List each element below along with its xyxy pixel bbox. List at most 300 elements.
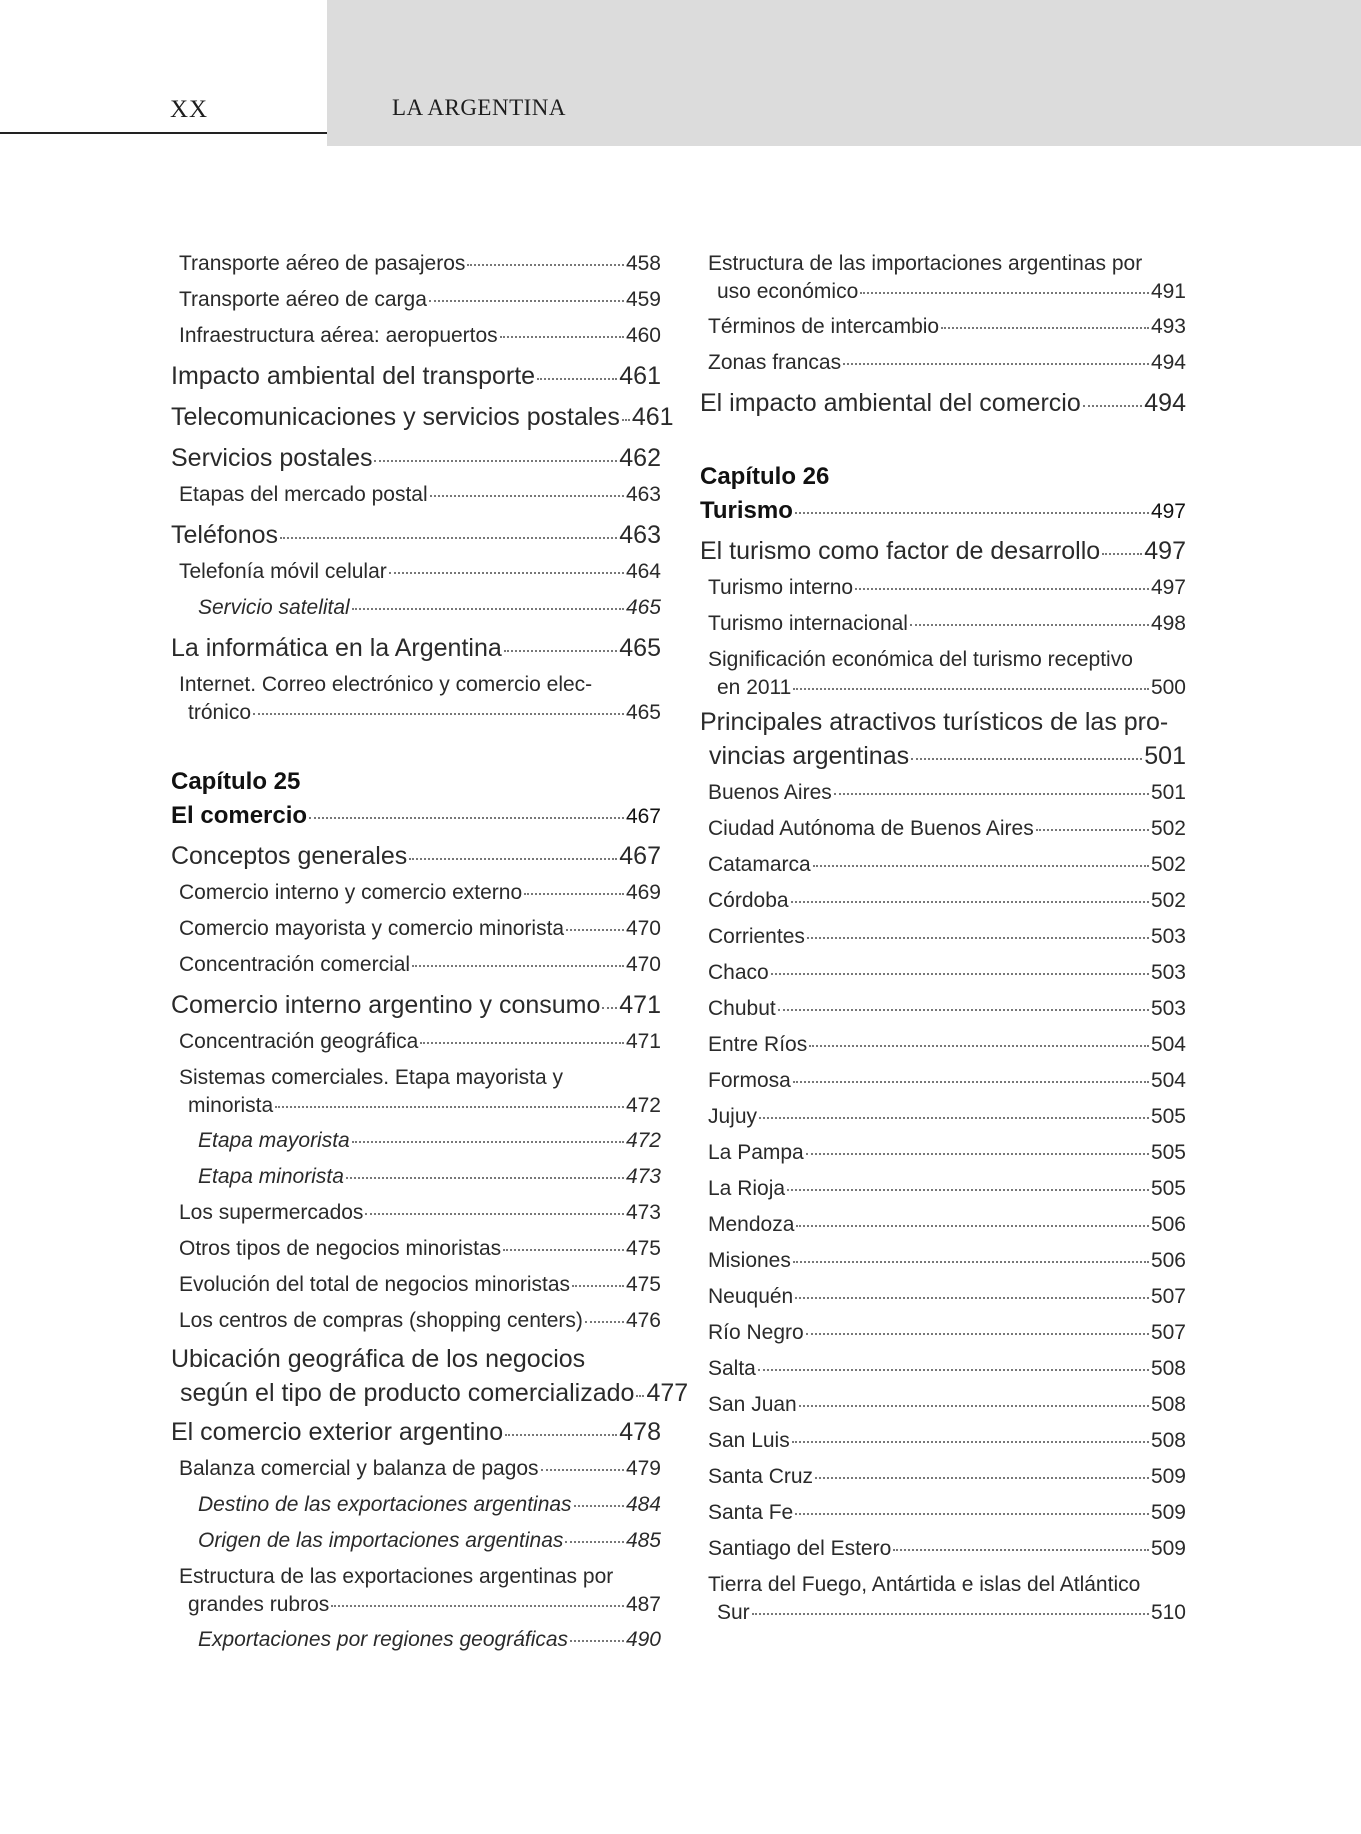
toc-entry	[700, 250, 1186, 306]
page-number: XX	[170, 96, 209, 123]
toc-entry	[171, 318, 661, 354]
toc-entry	[171, 1159, 661, 1195]
dot-leader	[843, 363, 1149, 365]
toc-entry	[700, 1279, 1186, 1315]
toc-entry-title: Términos de intercambio	[708, 315, 940, 338]
toc-entry	[700, 883, 1186, 919]
toc-entry-page: 461	[631, 403, 674, 431]
toc-entry-page: 505	[1150, 1141, 1186, 1164]
toc-entry-title: trónico	[188, 701, 252, 724]
running-title: LA ARGENTINA	[392, 95, 567, 120]
toc-entry-page: 503	[1150, 961, 1186, 984]
toc-entry-line	[198, 1159, 661, 1195]
toc-entry-title: Corrientes	[708, 925, 805, 948]
toc-entry-title: Concentración comercial	[179, 953, 411, 976]
dot-leader	[429, 300, 624, 302]
toc-entry-title: Río Negro	[708, 1321, 804, 1344]
dot-leader	[807, 937, 1149, 939]
dot-leader	[365, 1213, 624, 1215]
toc-entry-title: Origen de las importaciones argentinas	[198, 1529, 564, 1552]
toc-entry-page: 504	[1150, 1069, 1186, 1092]
toc-entry	[700, 1135, 1186, 1171]
chapter-title-entry	[700, 494, 1186, 529]
dot-leader	[793, 1081, 1149, 1083]
toc-entry-title: Los supermercados	[179, 1201, 364, 1224]
toc-entry-page: 487	[625, 1593, 661, 1616]
dot-leader	[409, 858, 617, 860]
toc-entry-line	[179, 1092, 661, 1120]
toc-entry-page: 506	[1150, 1213, 1186, 1236]
toc-entry	[171, 1195, 661, 1231]
toc-entry	[700, 1207, 1186, 1243]
toc-entry-page: 472	[625, 1094, 661, 1117]
toc-entry	[171, 837, 661, 875]
toc-entry	[700, 1315, 1186, 1351]
toc-entry	[171, 1563, 661, 1619]
dot-leader	[815, 1477, 1149, 1479]
dot-leader	[806, 1153, 1149, 1155]
toc-entry-title: Estructura de las exportaciones argentinas por	[179, 1565, 614, 1588]
dot-leader	[280, 537, 617, 539]
toc-entry-line	[708, 1495, 1186, 1531]
toc-entry-line	[179, 246, 661, 282]
toc-entry-title: Córdoba	[708, 889, 789, 912]
toc-entry-page: 500	[1150, 676, 1186, 699]
toc-entry	[700, 1495, 1186, 1531]
toc-entry-line	[708, 1171, 1186, 1207]
toc-entry	[700, 991, 1186, 1027]
toc-entry	[171, 590, 661, 626]
toc-entry-title: Comercio interno y comercio externo	[179, 881, 523, 904]
toc-entry-line	[708, 278, 1186, 306]
toc-entry-line	[179, 1591, 661, 1619]
dot-leader	[795, 512, 1149, 514]
dot-leader	[860, 292, 1149, 294]
toc-entry-page: 509	[1150, 1501, 1186, 1524]
toc-entry-page: 462	[619, 444, 661, 472]
toc-entry-title: Balanza comercial y balanza de pagos	[179, 1457, 539, 1480]
toc-entry-line	[708, 1099, 1186, 1135]
toc-entry-title: Catamarca	[708, 853, 811, 876]
toc-right-column	[700, 246, 1186, 1630]
dot-leader	[941, 327, 1149, 329]
toc-entry-title: Teléfonos	[171, 521, 279, 549]
toc-entry	[171, 629, 661, 667]
toc-entry-page: 494	[1144, 389, 1186, 417]
toc-entry-line	[708, 883, 1186, 919]
dot-leader	[771, 973, 1149, 975]
toc-entry-title: Chaco	[708, 961, 769, 984]
header-band	[327, 0, 1361, 146]
toc-entry-title: Estructura de las importaciones argentinas por	[708, 252, 1143, 275]
toc-entry	[171, 986, 661, 1024]
toc-entry-title: Etapa mayorista	[198, 1129, 350, 1152]
dot-leader	[565, 1541, 624, 1543]
dot-leader	[420, 1042, 624, 1044]
toc-entry	[700, 1063, 1186, 1099]
toc-entry	[700, 532, 1186, 570]
toc-entry-line	[708, 811, 1186, 847]
toc-entry-line	[198, 1123, 661, 1159]
dot-leader	[793, 1261, 1149, 1263]
toc-entry	[700, 1243, 1186, 1279]
dot-leader	[855, 588, 1149, 590]
toc-entry	[700, 1459, 1186, 1495]
toc-entry-title: Servicio satelital	[198, 596, 350, 619]
toc-entry	[171, 947, 661, 983]
toc-entry	[171, 1487, 661, 1523]
header-rule	[0, 132, 327, 134]
toc-entry	[700, 1099, 1186, 1135]
toc-entry	[171, 357, 661, 395]
toc-entry	[700, 570, 1186, 606]
toc-entry-title: Santa Fe	[708, 1501, 794, 1524]
toc-entry-page: 506	[1150, 1249, 1186, 1272]
dot-leader	[467, 264, 624, 266]
toc-entry	[700, 1423, 1186, 1459]
dot-leader	[795, 1297, 1149, 1299]
toc-left-column	[171, 246, 689, 1658]
toc-entry-title: Transporte aéreo de carga	[179, 288, 427, 311]
toc-entry-line	[198, 1487, 661, 1523]
toc-entry-title: Misiones	[708, 1249, 791, 1272]
toc-entry-title: Comercio mayorista y comercio minorista	[179, 917, 565, 940]
toc-entry-line	[179, 282, 661, 318]
toc-entry-page: 464	[625, 560, 661, 583]
dot-leader	[430, 495, 624, 497]
toc-entry-line	[179, 875, 661, 911]
toc-entry-title: Infraestructura aérea: aeropuertos	[179, 324, 498, 347]
toc-entry-title: Turismo internacional	[708, 612, 908, 635]
toc-entry-page: 479	[625, 1457, 661, 1480]
toc-entry	[700, 811, 1186, 847]
toc-entry	[171, 282, 661, 318]
toc-entry-line	[171, 986, 661, 1024]
dot-leader	[910, 624, 1149, 626]
toc-entry	[171, 1451, 661, 1487]
toc-entry-line	[700, 532, 1186, 570]
toc-entry-line	[171, 629, 661, 667]
toc-entry-title: Telefonía móvil celular	[179, 560, 387, 583]
toc-entry	[700, 919, 1186, 955]
toc-entry-line	[179, 699, 661, 727]
toc-entry-line	[179, 947, 661, 983]
toc-entry-page: 505	[1150, 1105, 1186, 1128]
toc-entry-title: Transporte aéreo de pasajeros	[179, 252, 466, 275]
toc-entry-page: 505	[1150, 1177, 1186, 1200]
toc-entry-title: El comercio	[171, 802, 308, 829]
toc-entry-line	[708, 991, 1186, 1027]
toc-entry-line	[171, 1376, 689, 1410]
toc-entry-page: 508	[1150, 1429, 1186, 1452]
toc-entry-line	[708, 674, 1186, 702]
chapter-number: Capítulo 26	[700, 463, 830, 490]
toc-entry-line	[700, 384, 1186, 422]
toc-entry-page: 473	[625, 1165, 661, 1188]
dot-leader	[505, 1434, 617, 1436]
toc-entry	[171, 875, 661, 911]
toc-entry-page: 469	[625, 881, 661, 904]
toc-entry	[700, 1027, 1186, 1063]
toc-entry	[171, 1267, 661, 1303]
toc-entry	[700, 1171, 1186, 1207]
dot-leader	[309, 817, 624, 819]
toc-entry-line	[700, 739, 1186, 773]
toc-entry-title: en 2011	[717, 676, 792, 699]
dot-leader	[622, 419, 630, 421]
toc-entry-line	[708, 1315, 1186, 1351]
toc-entry-page: 478	[619, 1418, 661, 1446]
toc-entry-line	[708, 1599, 1186, 1627]
toc-entry-page: 470	[625, 917, 661, 940]
toc-entry-title: Neuquén	[708, 1285, 794, 1308]
toc-entry-line	[708, 1351, 1186, 1387]
chapter-number: Capítulo 25	[171, 768, 301, 795]
toc-entry-page: 485	[625, 1529, 661, 1552]
toc-entry-line	[179, 1451, 661, 1487]
toc-entry-title: Ubicación geográfica de los negocios	[171, 1345, 586, 1373]
dot-leader	[799, 1405, 1149, 1407]
toc-entry-page: 508	[1150, 1357, 1186, 1380]
toc-entry-title: El comercio exterior argentino	[171, 1418, 504, 1446]
dot-leader	[834, 793, 1149, 795]
dot-leader	[1036, 829, 1149, 831]
toc-entry	[171, 1342, 689, 1410]
toc-entry-page: 494	[1150, 351, 1186, 374]
toc-entry-title: Ciudad Autónoma de Buenos Aires	[708, 817, 1034, 840]
toc-entry-title: El impacto ambiental del comercio	[700, 389, 1081, 417]
toc-entry-page: 471	[625, 1030, 661, 1053]
toc-entry-title: Santiago del Estero	[708, 1537, 892, 1560]
toc-entry	[171, 671, 661, 727]
toc-entry-page: 463	[619, 521, 661, 549]
toc-entry-title: Entre Ríos	[708, 1033, 808, 1056]
toc-entry-line	[179, 1303, 661, 1339]
toc-entry-line	[179, 911, 661, 947]
toc-entry	[171, 246, 661, 282]
toc-entry-title: Salta	[708, 1357, 756, 1380]
dot-leader	[795, 1513, 1149, 1515]
toc-entry-line	[179, 1267, 661, 1303]
toc-entry	[700, 1531, 1186, 1567]
toc-entry-line	[708, 606, 1186, 642]
toc-entry-page: 509	[1150, 1537, 1186, 1560]
dot-leader	[758, 1369, 1149, 1371]
toc-entry-line	[198, 590, 661, 626]
toc-entry	[700, 384, 1186, 422]
toc-entry-title: Exportaciones por regiones geográficas	[198, 1628, 569, 1651]
toc-entry-line	[708, 775, 1186, 811]
toc-entry	[171, 1413, 661, 1451]
dot-leader	[806, 1333, 1149, 1335]
dot-leader	[570, 1640, 624, 1642]
toc-entry-title: Jujuy	[708, 1105, 758, 1128]
toc-entry-line	[179, 554, 661, 590]
toc-entry	[700, 1387, 1186, 1423]
toc-entry-title: Tierra del Fuego, Antártida e islas del Atlántico	[708, 1573, 1141, 1596]
toc-entry	[700, 606, 1186, 642]
toc-entry-line	[171, 398, 674, 436]
toc-entry-page: 473	[625, 1201, 661, 1224]
toc-entry-title: Zonas francas	[708, 351, 842, 374]
toc-entry-title: Comercio interno argentino y consumo	[171, 991, 601, 1019]
toc-entry-page: 484	[625, 1493, 661, 1516]
toc-entry-page: 502	[1150, 889, 1186, 912]
toc-entry-title: Destino de las exportaciones argentinas	[198, 1493, 572, 1516]
toc-entry-line	[708, 1243, 1186, 1279]
toc-entry-title: Santa Cruz	[708, 1465, 814, 1488]
toc-entry-title: Los centros de compras (shopping centers)	[179, 1309, 583, 1332]
toc-entry	[700, 1351, 1186, 1387]
toc-entry-title: San Juan	[708, 1393, 797, 1416]
toc-entry-page: 475	[625, 1237, 661, 1260]
toc-entry-line	[198, 1622, 661, 1658]
toc-entry-title: Etapas del mercado postal	[179, 483, 428, 506]
toc-entry-line	[171, 357, 661, 395]
toc-entry	[700, 309, 1186, 345]
dot-leader	[893, 1549, 1149, 1551]
toc-entry-line	[179, 318, 661, 354]
toc-entry-line	[708, 309, 1186, 345]
toc-entry-title: minorista	[188, 1094, 274, 1117]
toc-entry-page: 491	[1150, 280, 1186, 303]
dot-leader	[585, 1321, 624, 1323]
dot-leader	[500, 336, 624, 338]
toc-entry-page: 507	[1150, 1285, 1186, 1308]
toc-entry	[700, 646, 1186, 702]
toc-entry-page: 465	[625, 701, 661, 724]
toc-entry-page: 508	[1150, 1393, 1186, 1416]
toc-entry-page: 465	[625, 596, 661, 619]
dot-leader	[331, 1605, 624, 1607]
toc-entry-title: Principales atractivos turísticos de las pro-	[700, 708, 1169, 736]
toc-entry-title: Servicios postales	[171, 444, 373, 472]
toc-entry	[700, 345, 1186, 381]
dot-leader	[524, 893, 624, 895]
toc-entry-title: Otros tipos de negocios minoristas	[179, 1237, 502, 1260]
toc-entry-line	[708, 1207, 1186, 1243]
toc-entry-page: 458	[625, 252, 661, 275]
toc-entry-line	[708, 1135, 1186, 1171]
toc-entry	[171, 439, 661, 477]
dot-leader	[346, 1177, 624, 1179]
toc-entry-page: 459	[625, 288, 661, 311]
toc-entry-page: 476	[625, 1309, 661, 1332]
toc-entry	[171, 554, 661, 590]
toc-entry	[171, 516, 661, 554]
toc-entry-page: 501	[1150, 781, 1186, 804]
toc-entry	[700, 705, 1186, 773]
toc-entry-line	[708, 919, 1186, 955]
toc-entry-page: 460	[625, 324, 661, 347]
dot-leader	[572, 1285, 624, 1287]
dot-leader	[809, 1045, 1149, 1047]
toc-entry-title: uso económico	[717, 280, 859, 303]
toc-entry-page: 463	[625, 483, 661, 506]
toc-entry	[171, 911, 661, 947]
toc-entry-line	[179, 1195, 661, 1231]
toc-entry-line	[708, 570, 1186, 606]
chapter-title-entry	[171, 799, 661, 834]
toc-entry-page: 503	[1150, 925, 1186, 948]
toc-entry-page: 493	[1150, 315, 1186, 338]
toc-entry-page: 501	[1144, 742, 1186, 770]
toc-entry	[171, 1231, 661, 1267]
toc-entry-line	[708, 345, 1186, 381]
toc-entry-title: Internet. Correo electrónico y comercio elec-	[179, 673, 593, 696]
toc-entry-title: Etapa minorista	[198, 1165, 344, 1188]
toc-entry	[171, 1303, 661, 1339]
toc-entry-title: Turismo	[700, 497, 793, 524]
dot-leader	[636, 1395, 644, 1397]
dot-leader	[275, 1106, 624, 1108]
dot-leader	[537, 378, 617, 380]
dot-leader	[1102, 553, 1142, 555]
toc-entry-title: Telecomunicaciones y servicios postales	[171, 403, 620, 431]
toc-entry-line	[708, 1279, 1186, 1315]
toc-entry-page: 504	[1150, 1033, 1186, 1056]
dot-leader	[412, 965, 624, 967]
dot-leader	[389, 572, 624, 574]
toc-entry-page: 471	[619, 991, 661, 1019]
dot-leader	[1083, 405, 1143, 407]
dot-leader	[352, 608, 624, 610]
toc-entry	[171, 1123, 661, 1159]
dot-leader	[253, 713, 624, 715]
toc-entry	[171, 1523, 661, 1559]
toc-entry-line	[171, 1413, 661, 1451]
toc-entry-page: 465	[619, 634, 661, 662]
toc-entry-title: Conceptos generales	[171, 842, 408, 870]
toc-entry	[700, 1571, 1186, 1627]
toc-entry	[171, 1064, 661, 1120]
toc-entry-title: Sistemas comerciales. Etapa mayorista y	[179, 1066, 563, 1089]
toc-entry-page: 498	[1150, 612, 1186, 635]
toc-entry	[700, 847, 1186, 883]
toc-entry-title: La Rioja	[708, 1177, 786, 1200]
toc-entry	[700, 775, 1186, 811]
dot-leader	[813, 865, 1149, 867]
toc-entry-page: 497	[1144, 537, 1186, 565]
toc-entry-title: Evolución del total de negocios minoristas	[179, 1273, 571, 1296]
toc-entry-page: 497	[1150, 576, 1186, 599]
toc-entry-line	[171, 439, 661, 477]
toc-entry-page: 467	[625, 805, 661, 828]
toc-entry-page: 472	[625, 1129, 661, 1152]
dot-leader	[752, 1613, 1149, 1615]
toc-entry-page: 502	[1150, 817, 1186, 840]
toc-entry-page: 467	[619, 842, 661, 870]
toc-entry-line	[171, 516, 661, 554]
toc-entry-line	[708, 1459, 1186, 1495]
toc-entry-page: 461	[619, 362, 661, 390]
toc-entry-line	[708, 1063, 1186, 1099]
toc-entry-line	[708, 1387, 1186, 1423]
toc-entry-line	[179, 477, 661, 513]
toc-entry-page: 502	[1150, 853, 1186, 876]
toc-entry-title: vincias argentinas	[709, 742, 910, 770]
dot-leader	[778, 1009, 1149, 1011]
dot-leader	[793, 688, 1149, 690]
toc-entry-line	[179, 1231, 661, 1267]
toc-entry-page: 490	[625, 1628, 661, 1651]
dot-leader	[911, 758, 1142, 760]
toc-entry-page: 475	[625, 1273, 661, 1296]
toc-entry-page: 509	[1150, 1465, 1186, 1488]
toc-entry	[171, 1622, 661, 1658]
toc-entry-title: Turismo interno	[708, 576, 854, 599]
toc-entry-title: Sur	[717, 1601, 750, 1624]
